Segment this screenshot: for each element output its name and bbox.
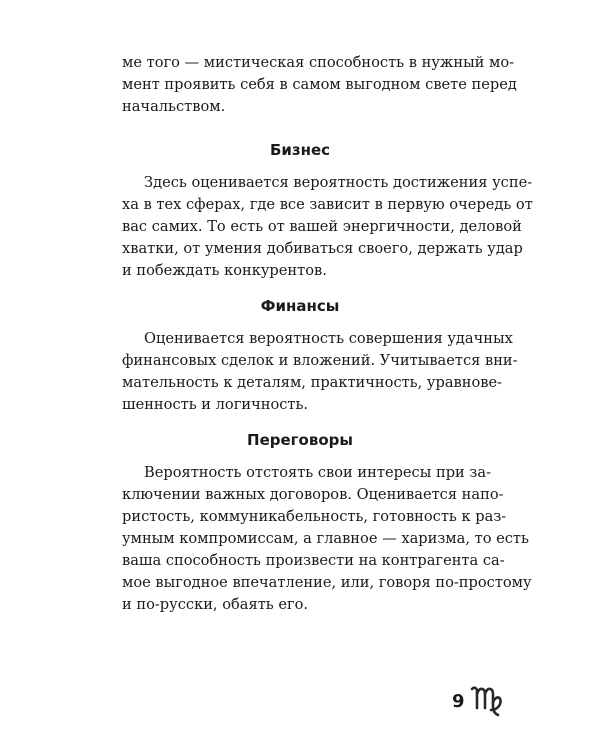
text-line: ристость, коммуникабельность, готовность к раз- xyxy=(122,508,507,525)
text-line: ме того — мистическая способность в нужный мо- xyxy=(122,54,515,71)
text-line: шенность и логичность. xyxy=(122,396,309,413)
text-line: ключении важных договоров. Оценивается напо- xyxy=(122,486,504,503)
text-line: начальством. xyxy=(122,98,226,115)
text-line: Вероятность отстоять свои интересы при за- xyxy=(144,464,492,481)
text-line: и побеждать конкурентов. xyxy=(122,262,327,279)
page-number: 9 xyxy=(452,691,465,712)
business-paragraph xyxy=(122,172,533,282)
virgo-sign-icon xyxy=(469,680,505,720)
text-line: Здесь оценивается вероятность достижения успе- xyxy=(144,174,533,191)
text-line: и по-русски, обаять его. xyxy=(122,596,309,613)
page-folio xyxy=(452,680,505,720)
text-line: вас самих. То есть от вашей энергичности, деловой xyxy=(122,218,522,235)
text-line: умным компромиссам, а главное — харизма, то есть xyxy=(122,530,529,547)
finance-paragraph xyxy=(122,328,518,416)
section-heading-negotiations: Переговоры xyxy=(247,431,353,449)
negotiations-paragraph xyxy=(122,462,532,616)
text-line: хватки, от умения добиваться своего, держать удар xyxy=(122,240,523,257)
text-line: мательность к деталям, практичность, уравнове- xyxy=(122,374,503,391)
text-line: Оценивается вероятность совершения удачных xyxy=(144,330,513,347)
text-line: финансовых сделок и вложений. Учитывается вни- xyxy=(122,352,518,369)
text-line: мое выгодное впечатление, или, говоря по-простому xyxy=(122,574,532,591)
text-line: мент проявить себя в самом выгодном свете перед xyxy=(122,76,517,93)
text-line: ха в тех сферах, где все зависит в первую очередь от xyxy=(122,196,533,213)
section-heading-business: Бизнес xyxy=(269,141,331,159)
section-heading-finance: Финансы xyxy=(260,297,340,315)
text-line: ваша способность произвести на контрагента са- xyxy=(122,552,505,569)
intro-paragraph xyxy=(122,52,517,118)
